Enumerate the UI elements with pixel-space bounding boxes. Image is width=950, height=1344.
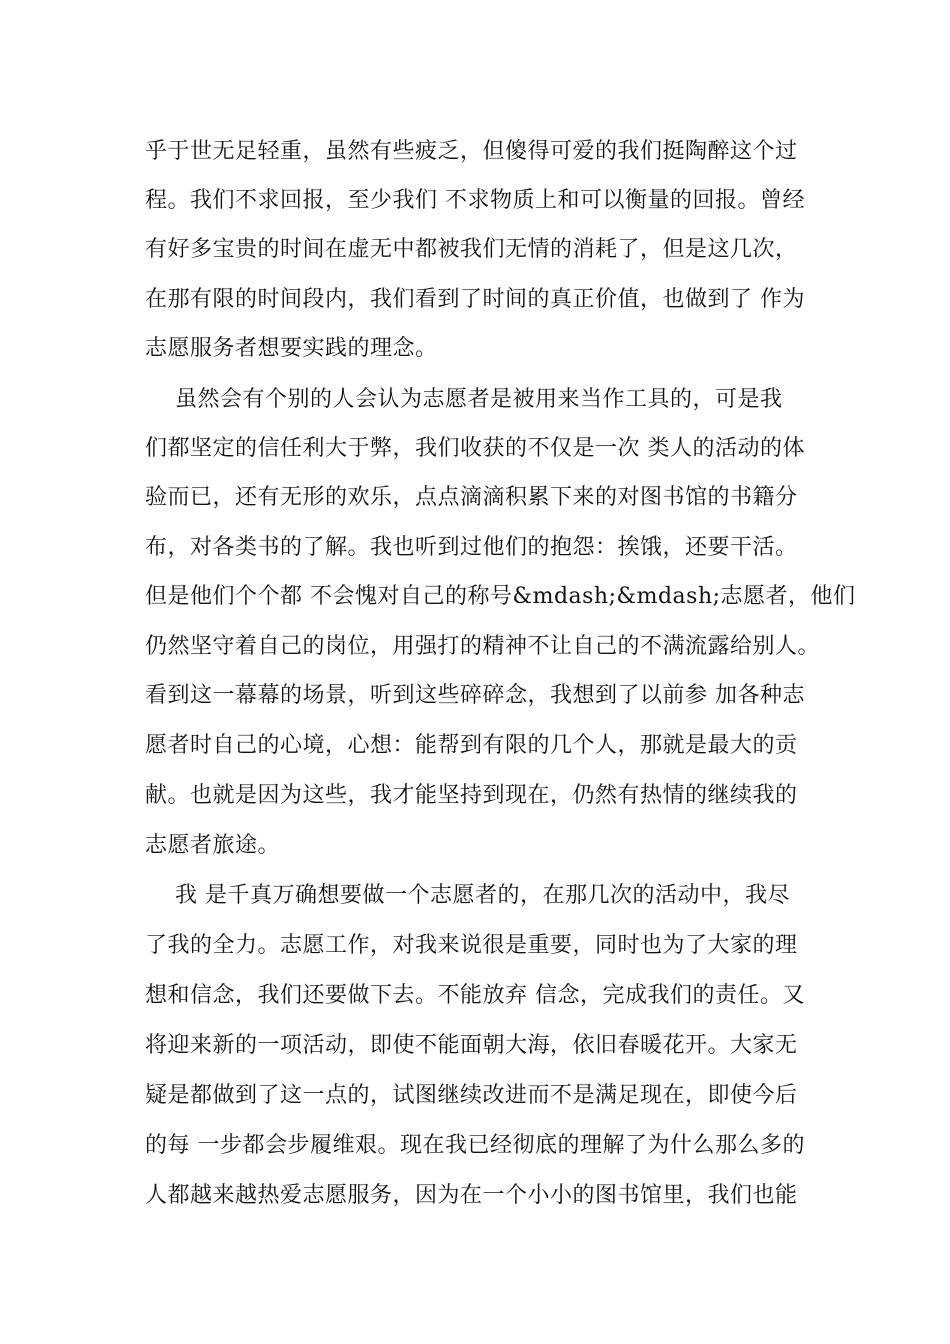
text-line: 验而已，还有无形的欢乐，点点滴滴积累下来的对图书馆的书籍分 bbox=[145, 485, 798, 510]
text-line: 们都坚定的信任利大于弊，我们收获的不仅是一次 类人的活动的体 bbox=[145, 436, 805, 461]
text-line: 献。也就是因为这些，我才能坚持到现在，仍然有热情的继续我的 bbox=[145, 783, 798, 808]
text-line: 在那有限的时间段内，我们看到了时间的真正价值，也做到了 作为 bbox=[145, 287, 805, 312]
text-line: 愿者时自己的心境，心想：能帮到有限的几个人，那就是最大的贡 bbox=[145, 733, 798, 758]
text-line: 但是他们个个都 不会愧对自己的称号&mdash;&mdash;志愿者，他们 bbox=[145, 584, 856, 609]
text-line: 人都越来越热爱志愿服务，因为在一个小小的图书馆里，我们也能 bbox=[145, 1183, 798, 1208]
text-line: 将迎来新的一项活动，即使不能面朝大海，依旧春暖花开。大家无 bbox=[145, 1033, 798, 1058]
text-line: 想和信念，我们还要做下去。不能放弃 信念，完成我们的责任。又 bbox=[145, 983, 805, 1008]
text-line: 志愿者旅途。 bbox=[145, 833, 281, 858]
text-line: 布，对各类书的了解。我也听到过他们的抱怨：挨饿，还要干活。 bbox=[145, 535, 798, 560]
text-line: 程。我们不求回报，至少我们 不求物质上和可以衡量的回报。曾经 bbox=[145, 188, 805, 213]
text-line: 有好多宝贵的时间在虚无中都被我们无情的消耗了，但是这几次， bbox=[145, 237, 798, 262]
text-line: 看到这一幕幕的场景，听到这些碎碎念，我想到了以前参 加各种志 bbox=[145, 683, 805, 708]
text-line: 的每 一步都会步履维艰。现在我已经彻底的理解了为什么那么多的 bbox=[145, 1133, 805, 1158]
text-line: 我 是千真万确想要做一个志愿者的，在那几次的活动中，我尽 bbox=[145, 883, 790, 908]
text-line: 疑是都做到了这一点的，试图继续改进而不是满足现在，即使今后 bbox=[145, 1083, 798, 1108]
text-line: 仍然坚守着自己的岗位，用强打的精神不让自己的不满流露给别人。 bbox=[145, 634, 821, 659]
text-line: 虽然会有个别的人会认为志愿者是被用来当作工具的，可是我 bbox=[145, 387, 783, 412]
text-line: 志愿服务者想要实践的理念。 bbox=[145, 336, 438, 361]
text-line: 了我的全力。志愿工作，对我来说很是重要，同时也为了大家的理 bbox=[145, 933, 798, 958]
text-line: 乎于世无足轻重，虽然有些疲乏，但傻得可爱的我们挺陶醉这个过 bbox=[145, 139, 798, 164]
